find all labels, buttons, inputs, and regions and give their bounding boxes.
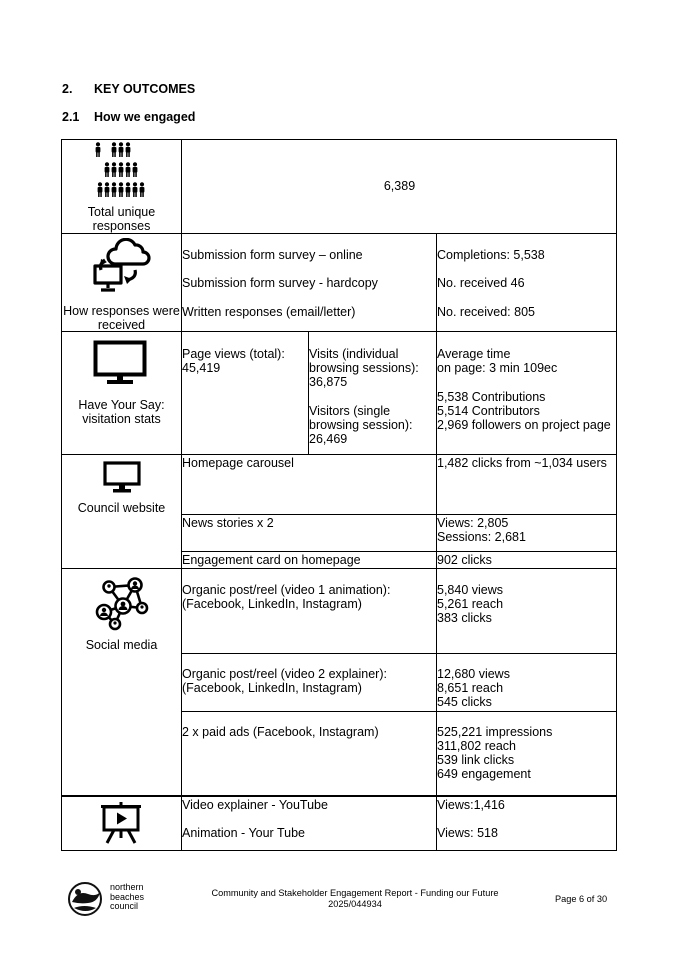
visits-label-1: Visits (individual <box>309 347 399 361</box>
followers: 2,969 followers on project page <box>437 418 611 432</box>
label-visitation-stats: visitation stats <box>82 412 161 426</box>
channel-hardcopy-survey: Submission form survey - hardcopy <box>182 276 378 290</box>
channel-video1-post: Organic post/reel (video 1 animation): <box>182 583 391 597</box>
council-logo-text: northern beaches council <box>110 882 145 911</box>
page-views-value: 45,419 <box>182 361 221 375</box>
page-views-label: Page views (total): <box>182 347 285 361</box>
contributors: 5,514 Contributors <box>437 404 540 418</box>
result-video1-views: 5,840 views <box>437 583 504 597</box>
people-pyramid-icon <box>95 142 147 200</box>
avg-time-value: on page: 3 min 109ec <box>437 361 558 375</box>
channel-online-survey: Submission form survey – online <box>182 248 363 262</box>
footer-report-title: Community and Stakeholder Engagement Report - Funding our Future 2025/044934 <box>211 888 499 909</box>
result-news-views: Views: 2,805 <box>437 516 509 530</box>
desktop-icon <box>103 461 141 494</box>
visitors-value: 26,469 <box>309 432 348 446</box>
contributions: 5,538 Contributions <box>437 390 546 404</box>
visitors-label-2: browsing session): <box>309 418 413 432</box>
channel-video-explainer: Video explainer - YouTube <box>182 798 328 812</box>
label-how-received: How responses were <box>63 304 180 318</box>
result-animation: Views: 518 <box>437 826 498 840</box>
channel-news-stories: News stories x 2 <box>182 516 274 530</box>
presentation-play-icon <box>100 802 142 844</box>
result-paid-impressions: 525,221 impressions <box>437 725 553 739</box>
channel-video1-platforms: (Facebook, LinkedIn, Instagram) <box>182 597 362 611</box>
result-video2-views: 12,680 views <box>437 667 510 681</box>
subsection-heading: 2.1 How we engaged <box>62 110 196 124</box>
channel-engagement-card: Engagement card on homepage <box>182 553 361 567</box>
council-logo-icon <box>66 880 106 918</box>
result-video1-reach: 5,261 reach <box>437 597 504 611</box>
unique-responses-value: 6,389 <box>383 179 416 193</box>
result-video-explainer: Views:1,416 <box>437 798 505 812</box>
result-homepage-carousel: 1,482 clicks from ~1,034 users <box>437 456 607 470</box>
channel-homepage-carousel: Homepage carousel <box>182 456 294 470</box>
result-written: No. received: 805 <box>437 305 535 319</box>
label-received: received <box>97 318 146 332</box>
result-news-sessions: Sessions: 2,681 <box>437 530 526 544</box>
label-total-unique: Total unique <box>87 205 156 219</box>
result-paid-engagement: 649 engagement <box>437 767 531 781</box>
result-video1-clicks: 383 clicks <box>437 611 492 625</box>
result-engagement-card: 902 clicks <box>437 553 492 567</box>
section-heading: 2. KEY OUTCOMES <box>62 82 196 96</box>
result-hardcopy-survey: No. received 46 <box>437 276 525 290</box>
social-network-icon <box>89 573 153 631</box>
channel-paid-ads: 2 x paid ads (Facebook, Instagram) <box>182 725 379 739</box>
engagement-table <box>61 139 617 851</box>
label-have-your-say: Have Your Say: <box>78 398 165 412</box>
result-paid-reach: 311,802 reach <box>437 739 516 753</box>
channel-written: Written responses (email/letter) <box>182 305 356 319</box>
page-number: Page 6 of 30 <box>555 894 608 904</box>
visitors-label-1: Visitors (single <box>309 404 391 418</box>
channel-animation: Animation - Your Tube <box>182 826 305 840</box>
label-responses: responses <box>92 219 151 233</box>
label-social-media: Social media <box>85 638 158 652</box>
result-paid-link-clicks: 539 link clicks <box>437 753 515 767</box>
visits-label-2: browsing sessions): <box>309 361 419 375</box>
channel-video2-platforms: (Facebook, LinkedIn, Instagram) <box>182 681 362 695</box>
avg-time-label: Average time <box>437 347 511 361</box>
label-council-website: Council website <box>77 501 166 515</box>
result-video2-clicks: 545 clicks <box>437 695 492 709</box>
monitor-icon <box>93 340 147 386</box>
visits-value: 36,875 <box>309 375 348 389</box>
result-video2-reach: 8,651 reach <box>437 681 504 695</box>
result-online-survey: Completions: 5,538 <box>437 248 545 262</box>
cloud-computer-icon <box>91 238 151 294</box>
channel-video2-post: Organic post/reel (video 2 explainer): <box>182 667 387 681</box>
